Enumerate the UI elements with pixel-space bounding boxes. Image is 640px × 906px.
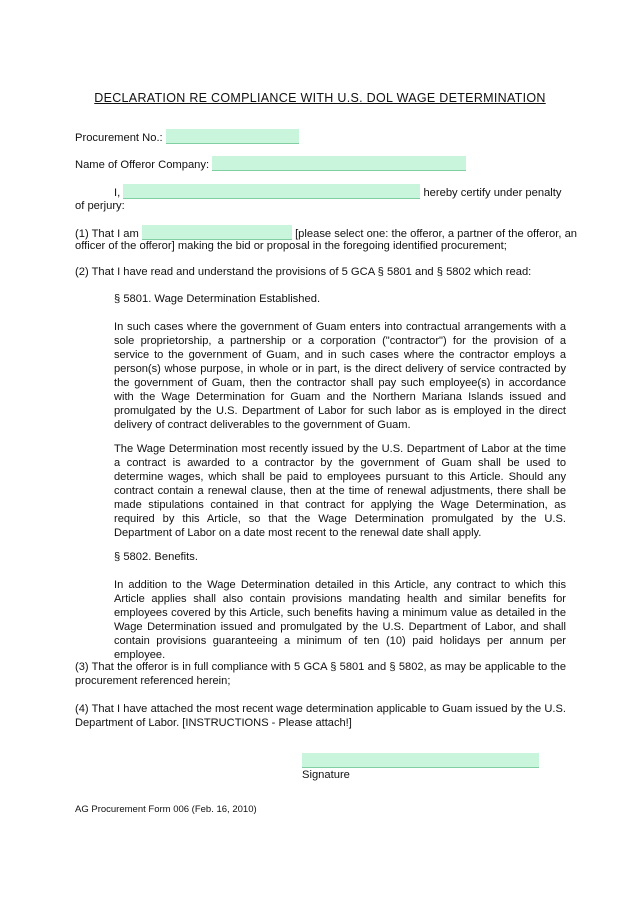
item1-suffix: [please select one: the offeror, a partner of the offeror, an bbox=[295, 228, 578, 240]
item2-text: (2) That I have read and understand the provisions of 5 GCA § 5801 and § 5802 which read: bbox=[75, 266, 532, 278]
item1-continuation: officer of the offeror] making the bid or proposal in the foregoing identified procurement; bbox=[75, 240, 507, 252]
form-footer: AG Procurement Form 006 (Feb. 16, 2010) bbox=[75, 804, 257, 815]
item3-text: (3) That the offeror is in full compliance with 5 GCA § 5801 and § 5802, as may be applicable to the procurement referenced herein; bbox=[75, 661, 566, 687]
role-field[interactable] bbox=[142, 225, 292, 240]
declarant-suffix: hereby certify under penalty bbox=[423, 187, 562, 199]
section-5801-paragraph-1: In such cases where the government of Guam enters into contractual arrangements with a sole proprietorship, a partnership or a corporation ("contractor") for the provision of a service to the government of Guam, and in such cases where the contractor employs a person(s) whose purpose, in whole or in part, is the direct delivery of service contracted by the government of Guam, then the contractor shall pay such employee(s) in accordance with the Wage Determination for Guam and the Northern Mariana Islands issued and promulgated by the U.S. Department of Labor for such labor as is employed in the direct delivery of contract deliverables to the government of Guam. bbox=[114, 321, 566, 431]
section-5801-heading: § 5801. Wage Determination Established. bbox=[114, 293, 321, 305]
declarant-continuation: of perjury: bbox=[75, 200, 125, 212]
declarant-prefix: I, bbox=[114, 187, 121, 199]
declarant-row bbox=[114, 184, 562, 201]
document-title: DECLARATION RE COMPLIANCE WITH U.S. DOL WAGE DETERMINATION bbox=[94, 91, 546, 105]
declarant-name-field[interactable] bbox=[123, 184, 420, 199]
section-5802-paragraph: In addition to the Wage Determination detailed in this Article, any contract to which this Article applies shall also contain provisions mandating health and similar benefits for employees covered by this Article, such benefits having a minimum value as detailed in the Wage Determination issued and promulgated by the U.S. Department of Labor, and shall contain provisions guaranteeing a minimum of ten (10) paid holidays per annum per employee. bbox=[114, 579, 566, 661]
section-5801-paragraph-2: The Wage Determination most recently issued by the U.S. Department of Labor at the time a contract is awarded to a contractor by the government of Guam shall be used to determine wages, which shall be paid to employees pursuant to this Article. Should any contract contain a renewal clause, then at the time of renewal adjustments, there shall be made stipulations contained in that contract for applying the Wage Determination, as required by this Article, so that the Wage Determination promulgated by the U.S. Department of Labor on a date most recent to the renewal date shall apply. bbox=[114, 443, 566, 539]
procurement-number-field[interactable] bbox=[166, 129, 299, 144]
signature-label: Signature bbox=[302, 769, 350, 781]
item4-text: (4) That I have attached the most recent wage determination applicable to Guam issued by the U.S. Department of Labor. [INSTRUCTIONS - Please attach!] bbox=[75, 703, 566, 729]
procurement-label: Procurement No.: bbox=[75, 132, 163, 144]
section-5802-heading: § 5802. Benefits. bbox=[114, 551, 198, 563]
signature-field[interactable] bbox=[302, 753, 539, 768]
offeror-row bbox=[75, 156, 466, 173]
offeror-label: Name of Offeror Company: bbox=[75, 159, 210, 171]
offeror-company-field[interactable] bbox=[212, 156, 466, 171]
procurement-row bbox=[75, 129, 299, 146]
item1-prefix: (1) That I am bbox=[75, 228, 139, 240]
